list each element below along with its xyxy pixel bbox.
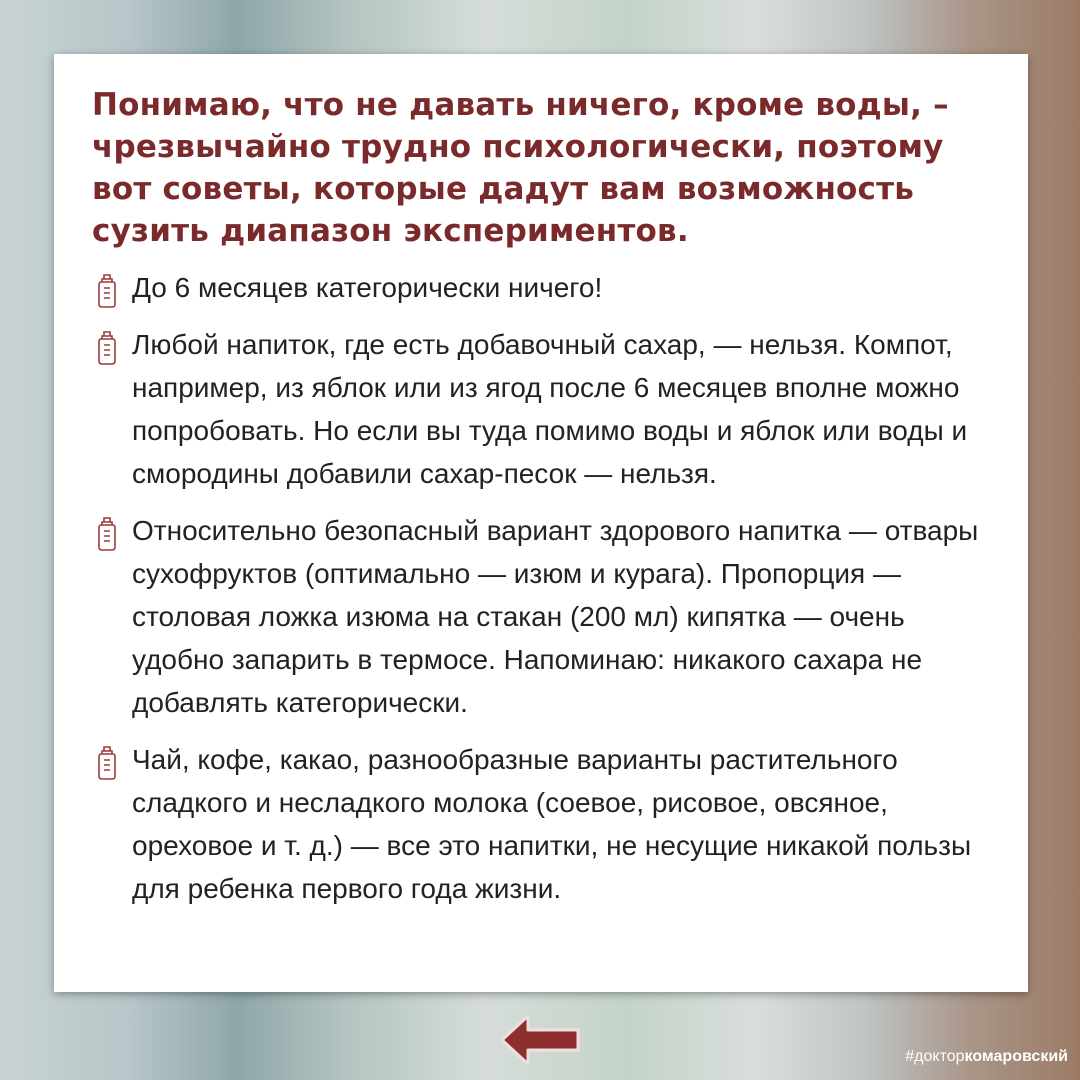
brand-hashtag (905, 1048, 1068, 1066)
baby-bottle-icon (96, 331, 118, 365)
hashtag-name: комаровский (964, 1048, 1068, 1065)
intro-heading: Понимаю, что не давать ничего, кроме воды, – чрезвычайно трудно психологически, поэтому вот советы, которые дадут вам возможность сузить диапазон экспериментов. (92, 87, 949, 249)
content-card (54, 54, 1028, 992)
list-item (92, 266, 992, 309)
baby-bottle-icon (96, 746, 118, 780)
advice-list (92, 266, 992, 924)
list-item (92, 738, 992, 910)
baby-bottle-icon (96, 517, 118, 551)
baby-bottle-icon (96, 274, 118, 308)
item-text: Относительно безопасный вариант здорового напитка — отвары сухофруктов (оптимально — изюм и курага). Пропорция — столовая ложка изюма на стакан (200 мл) кипятка — очень удобно запарить в термосе. Напоминаю: никакого сахара не добавлять категорически. (132, 515, 979, 718)
left-arrow-icon[interactable] (498, 1012, 582, 1068)
item-text: Любой напиток, где есть добавочный сахар, — нельзя. Компот, например, из яблок или из ягод после 6 месяцев вполне можно попробовать. Но если вы туда помимо воды и яблок или воды и смородины добавили сахар-песок — нельзя. (132, 329, 968, 489)
hashtag-prefix: #доктор (905, 1048, 965, 1065)
item-text: До 6 месяцев категорически ничего! (132, 272, 603, 303)
list-item (92, 323, 992, 495)
list-item (92, 509, 992, 724)
item-text: Чай, кофе, какао, разнообразные варианты растительного сладкого и несладкого молока (соевое, рисовое, овсяное, ореховое и т. д.) — все это напитки, не несущие никакой пользы для ребенка первого года жизни. (132, 744, 972, 904)
